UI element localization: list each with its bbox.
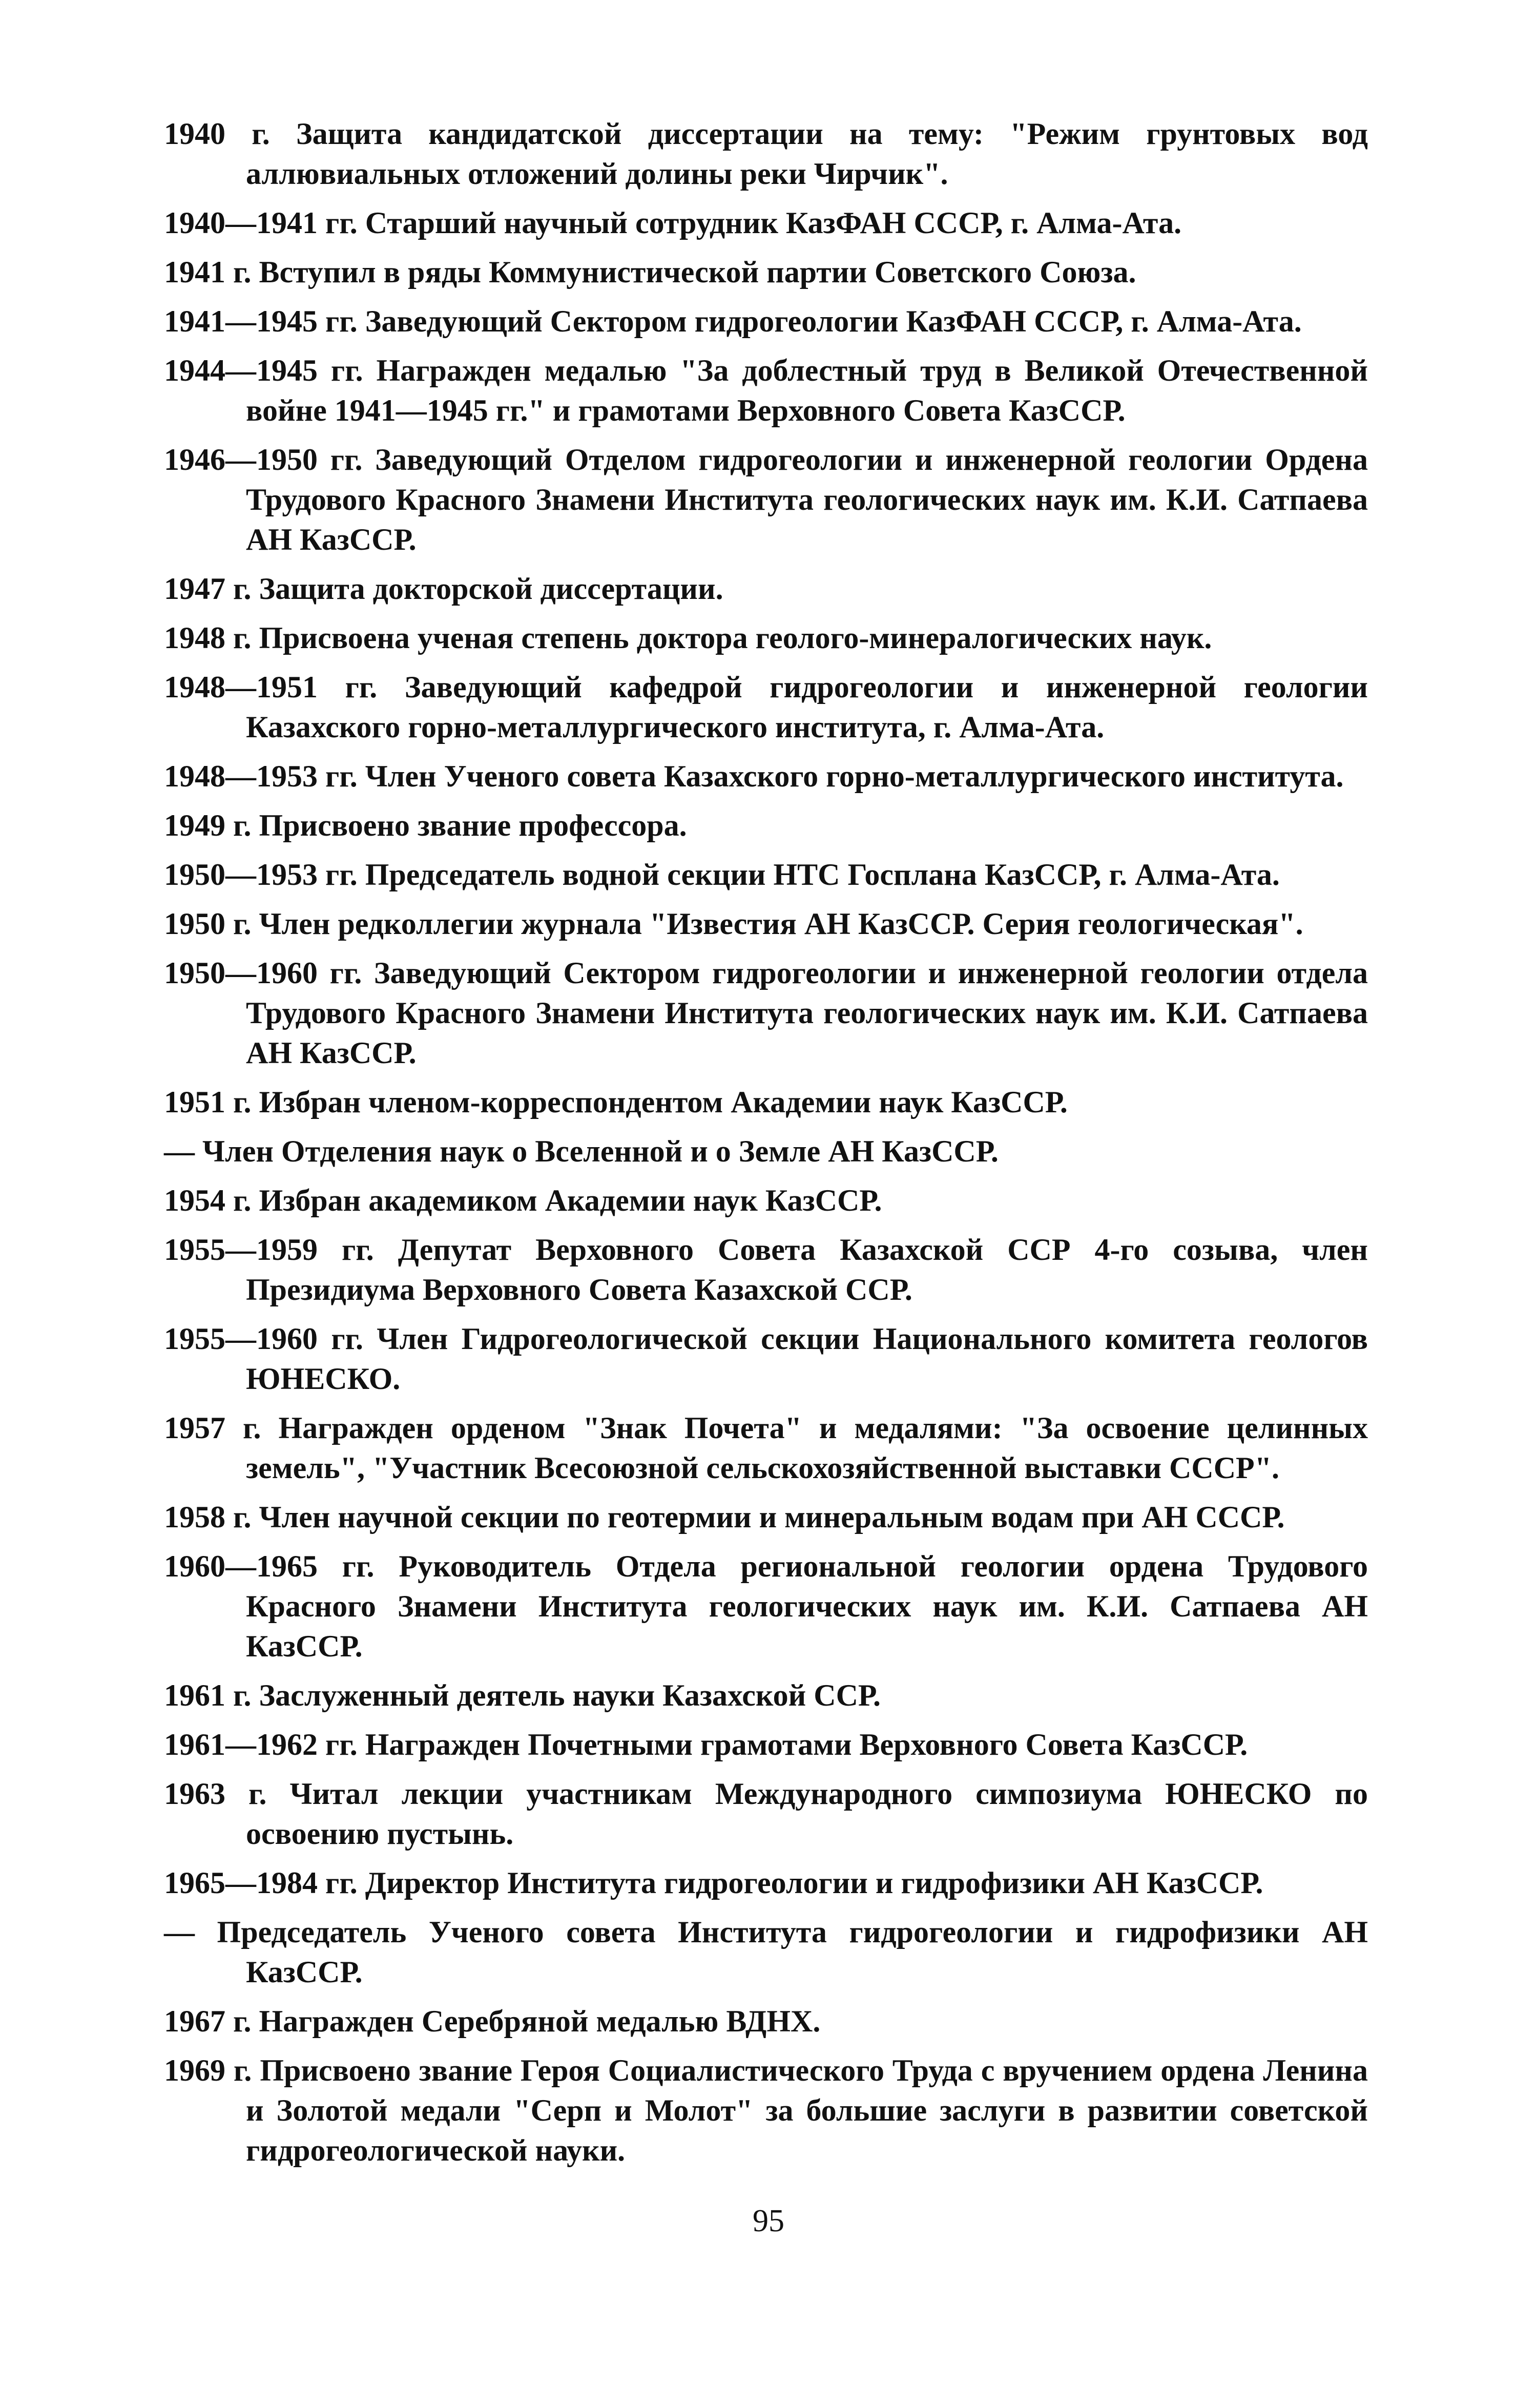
chronology-entry: 1965—1984 гг. Директор Института гидрогеологии и гидрофизики АН КазССР. xyxy=(164,1866,1263,1900)
chronology-entry: 1955—1960 гг. Член Гидрогеологической секции Национального комитета геологов ЮНЕСКО. xyxy=(164,1322,1368,1396)
chronology-entry: 1950—1953 гг. Председатель водной секции НТС Госплана КазССР, г. Алма-Ата. xyxy=(164,858,1280,891)
chronology-entry: 1960—1965 гг. Руководитель Отдела региональной геологии ордена Трудового Красного Знамени Института геологических наук им. К.И. Сатпаева АН КазССР. xyxy=(164,1549,1368,1663)
chronology-entry: — Член Отделения наук о Вселенной и о Земле АН КазССР. xyxy=(164,1134,999,1168)
chronology-entry: 1967 г. Награжден Серебряной медалью ВДНХ. xyxy=(164,2004,821,2038)
chronology-entry: 1955—1959 гг. Депутат Верховного Совета Казахской ССР 4-го созыва, член Президиума Верховного Совета Казахской ССР. xyxy=(164,1233,1368,1306)
chronology-entry: 1969 г. Присвоено звание Героя Социалистического Труда с вручением ордена Ленина и Золотой медали "Серп и Молот" за большие заслуги в развитии советской гидрогеологической науки. xyxy=(164,2053,1368,2167)
chronology-entry: 1940—1941 гг. Старший научный сотрудник КазФАН СССР, г. Алма-Ата. xyxy=(164,206,1182,240)
chronology-entry: — Председатель Ученого совета Института гидрогеологии и гидрофизики АН КазССР. xyxy=(164,1915,1368,1989)
chronology-entry: 1947 г. Защита докторской диссертации. xyxy=(164,572,723,606)
chronology-entry: 1946—1950 гг. Заведующий Отделом гидрогеологии и инженерной геологии Ордена Трудового Красного Знамени Института геологических наук им. К.И. Сатпаева АН КазССР. xyxy=(164,443,1368,556)
chronology-entry: 1941 г. Вступил в ряды Коммунистической партии Советского Союза. xyxy=(164,255,1136,289)
chronology-entry: 1948 г. Присвоена ученая степень доктора геолого-минералогических наук. xyxy=(164,621,1212,655)
chronology-entry: 1948—1953 гг. Член Ученого совета Казахского горно-металлургического института. xyxy=(164,759,1344,793)
chronology-entry: 1941—1945 гг. Заведующий Сектором гидрогеологии КазФАН СССР, г. Алма-Ата. xyxy=(164,304,1302,338)
chronology-entry: 1963 г. Читал лекции участникам Международного симпозиума ЮНЕСКО по освоению пустынь. xyxy=(164,1777,1368,1851)
chronology-entry: 1961—1962 гг. Награжден Почетными грамотами Верховного Совета КазССР. xyxy=(164,1728,1248,1761)
chronology-entry: 1940 г. Защита кандидатской диссертации на тему: "Режим грунтовых вод аллювиальных отложений долины реки Чирчик". xyxy=(164,117,1368,191)
chronology-entry: 1949 г. Присвоено звание профессора. xyxy=(164,808,687,842)
chronology-entry: 1957 г. Награжден орденом "Знак Почета" и медалями: "За освоение целинных земель", "Участник Всесоюзной сельскохозяйственной выставки СССР". xyxy=(164,1411,1368,1485)
chronology-entry: 1948—1951 гг. Заведующий кафедрой гидрогеологии и инженерной геологии Казахского горно-металлургического института, г. Алма-Ата. xyxy=(164,670,1368,744)
chronology-entry: 1951 г. Избран членом-корреспондентом Академии наук КазССР. xyxy=(164,1085,1068,1119)
page-number: 95 xyxy=(753,2204,784,2238)
chronology-entry: 1944—1945 гг. Награжден медалью "За доблестный труд в Великой Отечественной войне 1941—1945 гг." и грамотами Верховного Совета КазССР. xyxy=(164,354,1368,427)
chronology-entry: 1954 г. Избран академиком Академии наук КазССР. xyxy=(164,1184,882,1217)
chronology-entry: 1958 г. Член научной секции по геотермии и минеральным водам при АН СССР. xyxy=(164,1500,1285,1534)
chronology-list xyxy=(164,114,1368,2179)
chronology-entry: 1950—1960 гг. Заведующий Сектором гидрогеологии и инженерной геологии отдела Трудового Красного Знамени Института геологических наук им. К.И. Сатпаева АН КазССР. xyxy=(164,956,1368,1070)
chronology-entry: 1961 г. Заслуженный деятель науки Казахской ССР. xyxy=(164,1678,881,1712)
chronology-entry: 1950 г. Член редколлегии журнала "Известия АН КазССР. Серия геологическая". xyxy=(164,907,1303,941)
